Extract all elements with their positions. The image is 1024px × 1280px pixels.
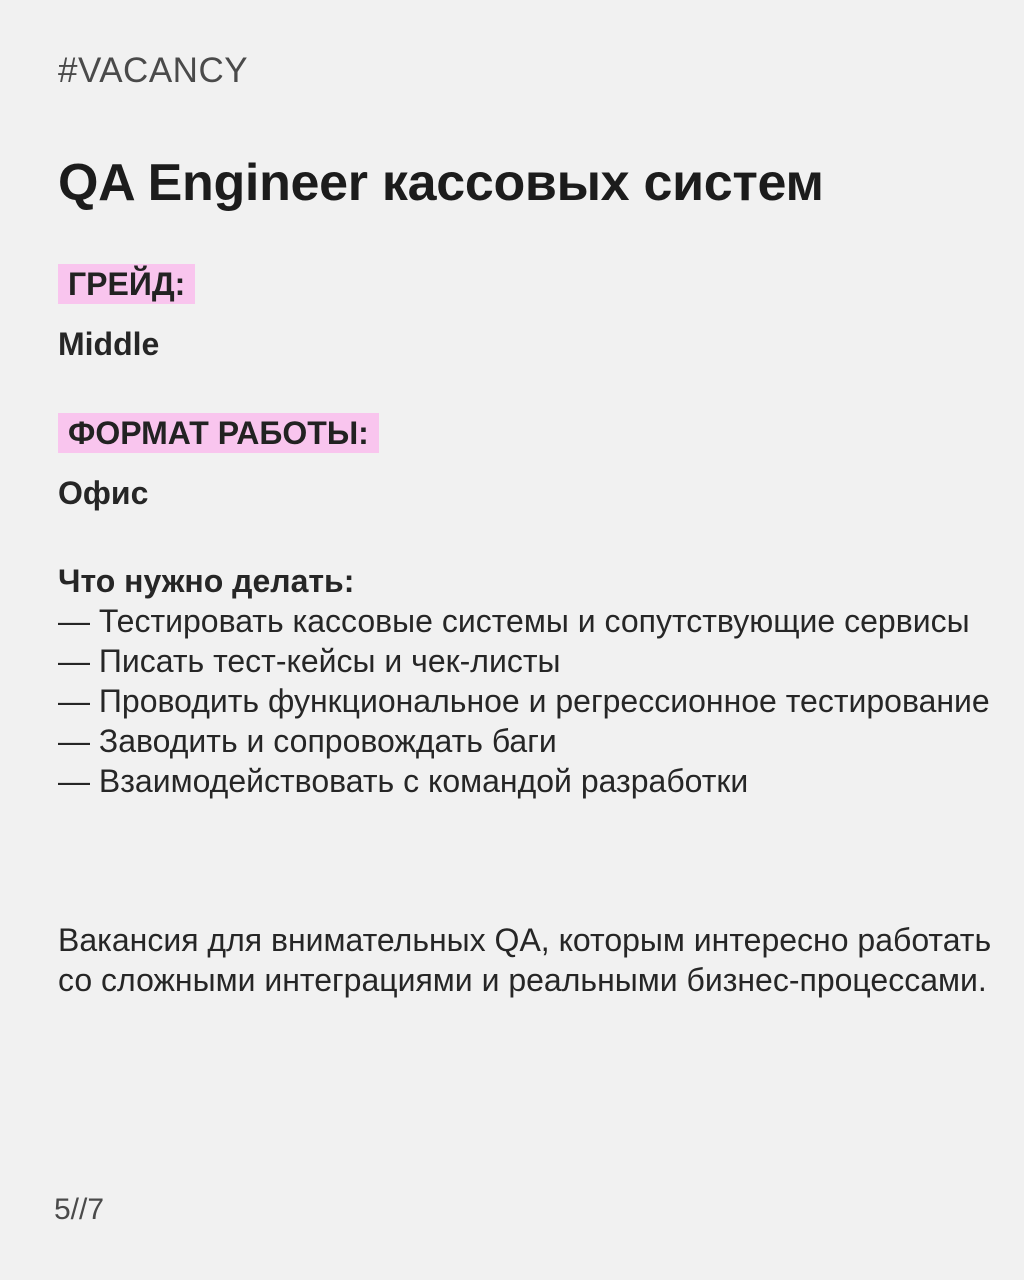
duties-section <box>58 561 998 801</box>
duty-item: — Взаимодействовать с командой разработки <box>58 763 749 799</box>
vacancy-title: QA Engineer кассовых систем <box>58 154 824 212</box>
duties-heading: Что нужно делать: <box>58 563 355 599</box>
duty-item: — Заводить и сопровождать баги <box>58 723 557 759</box>
grade-label: ГРЕЙД: <box>58 264 195 304</box>
duty-item: — Писать тест-кейсы и чек-листы <box>58 643 561 679</box>
page-indicator: 5//7 <box>54 1193 105 1226</box>
hashtag-label: #VACANCY <box>58 51 249 90</box>
vacancy-summary: Вакансия для внимательных QA, которым интересно работать со сложными интеграциями и реальными бизнес-процессами. <box>58 922 992 998</box>
grade-value: Middle <box>58 326 160 362</box>
work-format-label: ФОРМАТ РАБОТЫ: <box>58 413 379 453</box>
duty-item: — Тестировать кассовые системы и сопутствующие сервисы <box>58 603 970 639</box>
duty-item: — Проводить функциональное и регрессионное тестирование <box>58 683 990 719</box>
work-format-value: Офис <box>58 475 149 511</box>
